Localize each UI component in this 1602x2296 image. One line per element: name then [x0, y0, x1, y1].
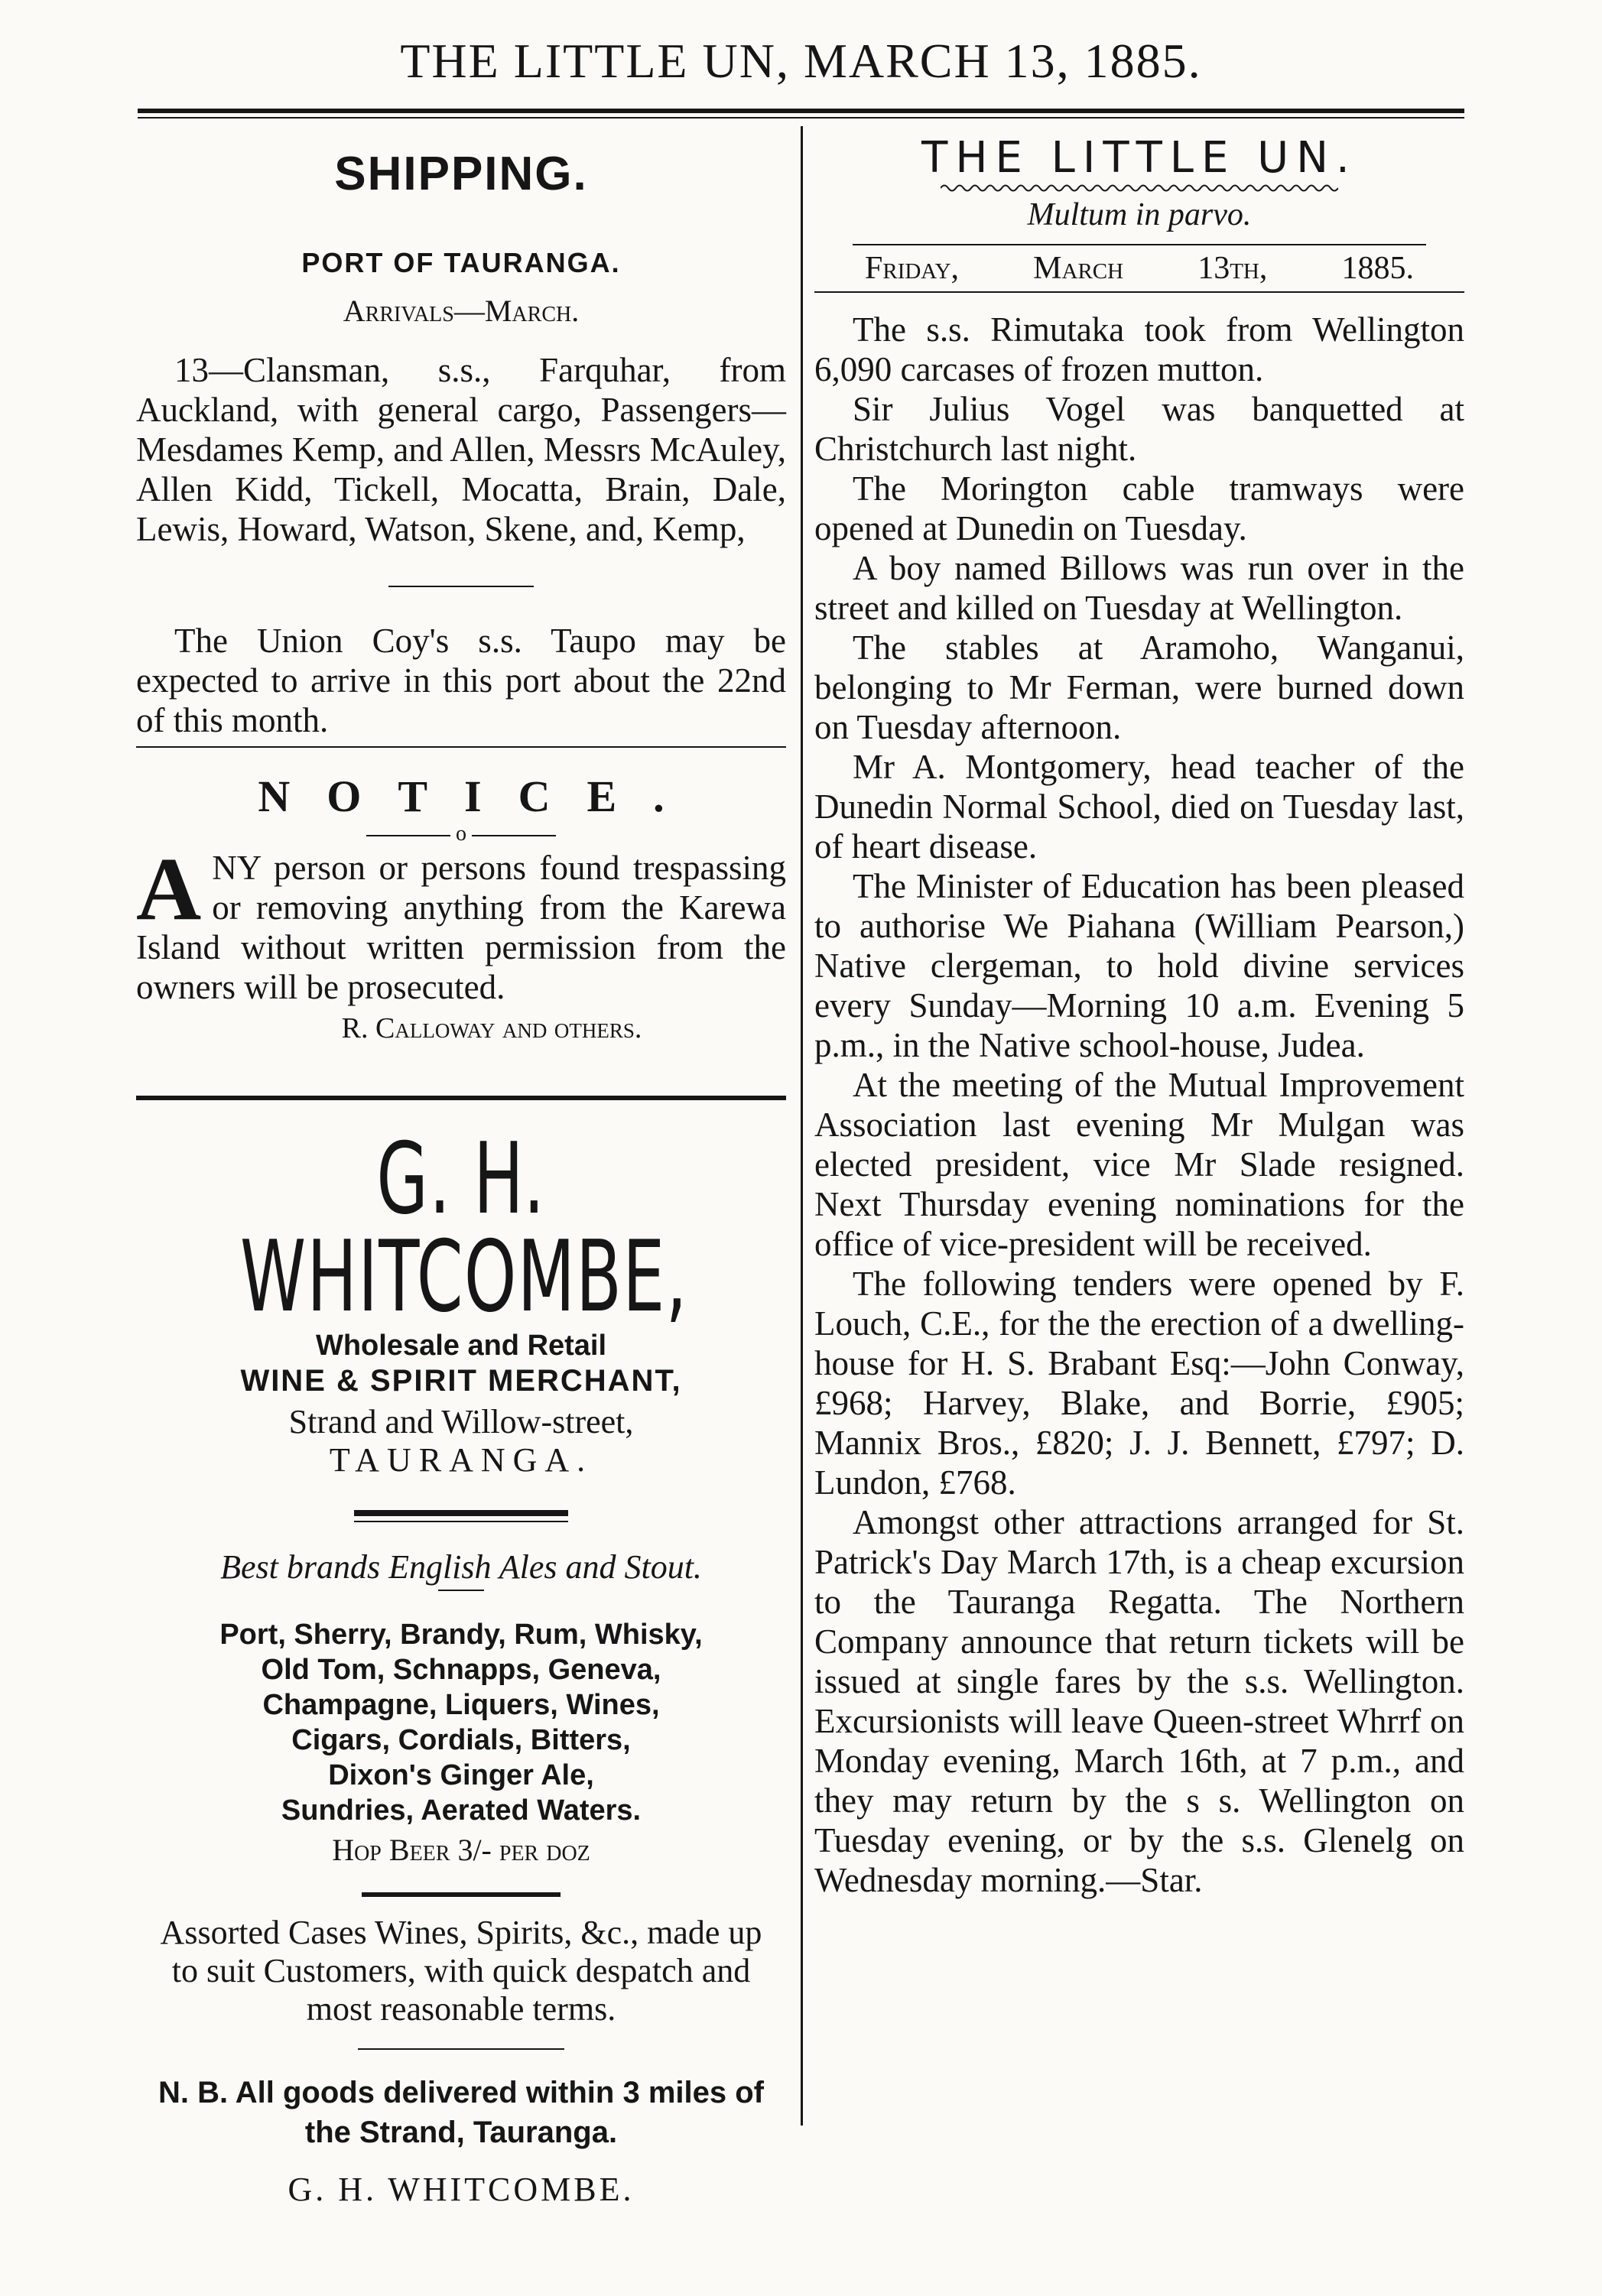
- advert-top-rule: [136, 1096, 786, 1100]
- editorial-motto: Multum in parvo.: [1027, 197, 1252, 232]
- news-paragraph: Amongst other attractions arranged for St. Patrick's Day March 17th, is a cheap excursion to the Tauranga Regatta. The Northern Company announce that return tickets will be issued at single fares by the s.s. Wellington. Excursionists will leave Queen-street Whrrf on Monday evening, March 16th, at 7 p.m., and they may return by the s s. Wellington on Tuesday evening, or by the s.s. Glenelg on Wednesday morning.—Star.: [814, 1503, 1464, 1899]
- notice-text: NY person or persons found trespassing or removing anything from the Karewa Island without written permission from the owners will be prosecuted.: [136, 849, 786, 1006]
- news-paragraph: The Morington cable tramways were opened at Dunedin on Tuesday.: [814, 469, 1464, 547]
- arrival-entry: 13—Clansman, s.s., Farquhar, from Auckland, with general cargo, Passengers—Mesdames Kemp, and Allen, Messrs McAuley, Allen Kidd, Tickell, Mocatta, Brain, Dale, Lewis, Howard, Watson, Skene, and, Kemp,: [136, 351, 786, 548]
- news-paragraph: At the meeting of the Mutual Improvement Association last evening Mr Mulgan was elected president, vice Mr Slade resigned. Next Thursday evening nominations for the office of vice-president will be received.: [814, 1066, 1464, 1263]
- advert-bar-thin: [354, 1521, 568, 1522]
- dateline: [853, 245, 1426, 291]
- advert-line-merchant: WINE & SPIRIT MERCHANT,: [240, 1364, 682, 1398]
- brands-rule: [438, 1590, 484, 1591]
- goods-list: [136, 1617, 786, 1828]
- dropcap-letter: A: [136, 839, 202, 939]
- hop-beer-rule: [362, 1892, 561, 1897]
- date-year: 1885.: [1341, 251, 1414, 286]
- advert-line-wholesale: Wholesale and Retail: [315, 1330, 607, 1362]
- news-paragraph: The following tenders were opened by F. Louch, C.E., for the the erection of a dwelling-house for H. S. Brabant Esq:—John Conway, £968; Harvey, Blake, and Borrie, £905; Mannix Bros., £820; J. J. Bennett, £797; D. Lundon, £768.: [814, 1265, 1464, 1502]
- hop-beer-price: Hop Beer 3/- per doz: [332, 1833, 590, 1867]
- advert-signature: G. H. WHITCOMBE.: [288, 2171, 635, 2208]
- news-items: [814, 310, 1464, 1900]
- right-column: [814, 130, 1464, 1900]
- news-paragraph: Sir Julius Vogel was banquetted at Christchurch last night.: [814, 390, 1464, 468]
- taupo-notice: The Union Coy's s.s. Taupo may be expected to arrive in this port about the 22nd of this month.: [136, 622, 786, 739]
- editorial-title: THE LITTLE UN.: [921, 133, 1357, 183]
- news-paragraph: The Minister of Education has been pleased to authorise We Piahana (William Pearson,) Native clergeman, to hold divine services every Sunday—Morning 10 a.m. Evening 5 p.m., in the Native school-house, Judea.: [814, 867, 1464, 1064]
- shipping-heading: SHIPPING.: [334, 148, 588, 200]
- goods-line: Cigars, Cordials, Bitters,: [291, 1724, 631, 1756]
- nb-rule: [358, 2048, 564, 2050]
- date-number: 13th,: [1197, 251, 1268, 286]
- news-paragraph: The stables at Aramoho, Wanganui, belonging to Mr Ferman, were burned down on Tuesday afternoon.: [814, 628, 1464, 746]
- dateline-bottom-rule: [814, 291, 1464, 293]
- notice-divider: o: [136, 826, 786, 842]
- goods-line: Champagne, Liquers, Wines,: [262, 1689, 660, 1721]
- column-divider: [801, 126, 803, 2126]
- goods-line: Port, Sherry, Brandy, Rum, Whisky,: [219, 1619, 703, 1651]
- notice-signature: R. Calloway and others.: [341, 1012, 642, 1044]
- arrivals-heading: Arrivals—March.: [343, 294, 580, 328]
- wavy-ornament: [941, 183, 1338, 193]
- news-paragraph: A boy named Billows was run over in the street and killed on Tuesday at Wellington.: [814, 549, 1464, 627]
- section-rule: [136, 746, 786, 748]
- port-heading: PORT OF TAURANGA.: [301, 247, 621, 278]
- advert-bar: [354, 1510, 568, 1516]
- date-day: Friday,: [865, 251, 960, 286]
- news-paragraph: The s.s. Rimutaka took from Wellington 6,090 carcases of frozen mutton.: [814, 310, 1464, 388]
- advert-line-address: Strand and Willow-street,: [288, 1403, 634, 1440]
- masthead-rule-thick: [138, 109, 1464, 113]
- news-paragraph: Mr A. Montgomery, head teacher of the Dunedin Normal School, died on Tuesday last, of heart disease.: [814, 748, 1464, 865]
- advert-line-town: TAURANGA.: [329, 1441, 593, 1479]
- left-column: [136, 130, 786, 2209]
- advert-name: G. H. WHITCOMBE,: [240, 1122, 688, 1334]
- notice-heading: NOTICE.: [258, 771, 701, 821]
- advert-brands: Best brands English Ales and Stout.: [220, 1548, 702, 1586]
- masthead-rule-thin: [138, 117, 1464, 119]
- goods-line: Dixon's Ginger Ale,: [328, 1759, 594, 1791]
- section-divider: [388, 586, 534, 587]
- nb-delivery: N. B. All goods delivered within 3 miles of the Strand, Tauranga.: [158, 2076, 764, 2149]
- assorted-cases: Assorted Cases Wines, Spirits, &c., made up to suit Customers, with quick despatch and most reasonable terms.: [160, 1914, 762, 2028]
- masthead: THE LITTLE UN, MARCH 13, 1885.: [400, 34, 1202, 88]
- goods-line: Sundries, Aerated Waters.: [281, 1794, 642, 1827]
- goods-line: Old Tom, Schnapps, Geneva,: [261, 1654, 661, 1686]
- date-month: March: [1033, 251, 1124, 286]
- notice-body: [136, 839, 786, 1007]
